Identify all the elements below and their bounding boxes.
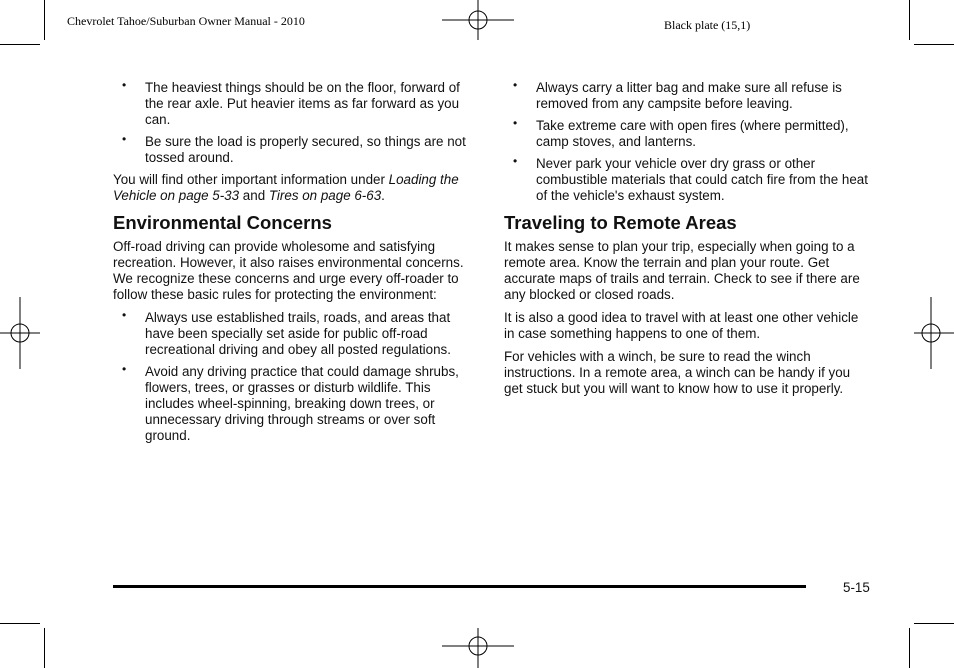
environmental-intro: Off-road driving can provide wholesome and satisfying recreation. However, it also raises environmental concerns. We recognize these concerns and urge every off-roader to follow these basic rules for protecting the environment: (113, 239, 464, 302)
list-item: • Always use established trails, roads, and areas that have been specially set aside for public off-road recreational driving and obey all posted regulations. (113, 310, 479, 358)
crop-mark (44, 628, 45, 668)
crop-mark (0, 44, 40, 45)
loading-bullet-list (113, 80, 479, 166)
registration-mark-bottom (442, 628, 514, 668)
cross-reference-paragraph (113, 172, 479, 204)
section-heading-environmental: Environmental Concerns (113, 212, 332, 233)
list-item: • Be sure the load is properly secured, so things are not tossed around. (113, 134, 479, 166)
list-item: • Never park your vehicle over dry grass or other combustible materials that could catch fire from the heat of the vehicle's exhaust system. (504, 156, 870, 204)
registration-mark-top (442, 0, 514, 40)
environmental-bullet-list (113, 310, 479, 444)
paragraph: It is also a good idea to travel with at least one other vehicle in case something happens to one of them. (504, 310, 859, 341)
campsite-bullet-list (504, 80, 870, 204)
registration-mark-right (914, 297, 954, 369)
crop-mark (909, 628, 910, 668)
ref-suffix: . (381, 188, 385, 203)
list-item: • The heaviest things should be on the floor, forward of the rear axle. Put heavier items as far forward as you can. (113, 80, 479, 128)
paragraph: It makes sense to plan your trip, especially when going to a remote area. Know the terrain and plan your route. Get accurate maps of trails and terrain. Check to see if there are any blocked or closed roads. (504, 239, 860, 302)
page-number: 5-15 (843, 580, 870, 595)
left-column (113, 80, 479, 450)
plate-label: Black plate (15,1) (664, 18, 751, 32)
list-item: • Always carry a litter bag and make sure all refuse is removed from any campsite before leaving. (504, 80, 870, 112)
list-item: • Avoid any driving practice that could damage shrubs, flowers, trees, or grasses or disturb wildlife. This includes wheel-spinning, breaking down trees, or unnecessary driving through streams or over soft ground. (113, 364, 479, 444)
right-column (504, 80, 870, 404)
footer-rule (113, 585, 806, 588)
crop-mark (909, 0, 910, 40)
crop-mark (914, 623, 954, 624)
loading-vehicle-link[interactable]: Loading the Vehicle on page 5-33 (113, 172, 459, 203)
registration-mark-left (0, 297, 40, 369)
crop-mark (0, 623, 40, 624)
crop-mark (914, 44, 954, 45)
paragraph: For vehicles with a winch, be sure to read the winch instructions. In a remote area, a winch can be handy if you get stuck but you will want to know how to use it properly. (504, 349, 851, 396)
list-item: • Take extreme care with open fires (where permitted), camp stoves, and lanterns. (504, 118, 870, 150)
section-heading-remote-areas: Traveling to Remote Areas (504, 212, 737, 233)
ref-prefix: You will find other important information under (113, 172, 389, 187)
crop-mark (44, 0, 45, 40)
ref-and: and (239, 188, 269, 203)
manual-title: Chevrolet Tahoe/Suburban Owner Manual - 2010 (67, 14, 305, 28)
tires-link[interactable]: Tires on page 6-63 (268, 188, 382, 203)
